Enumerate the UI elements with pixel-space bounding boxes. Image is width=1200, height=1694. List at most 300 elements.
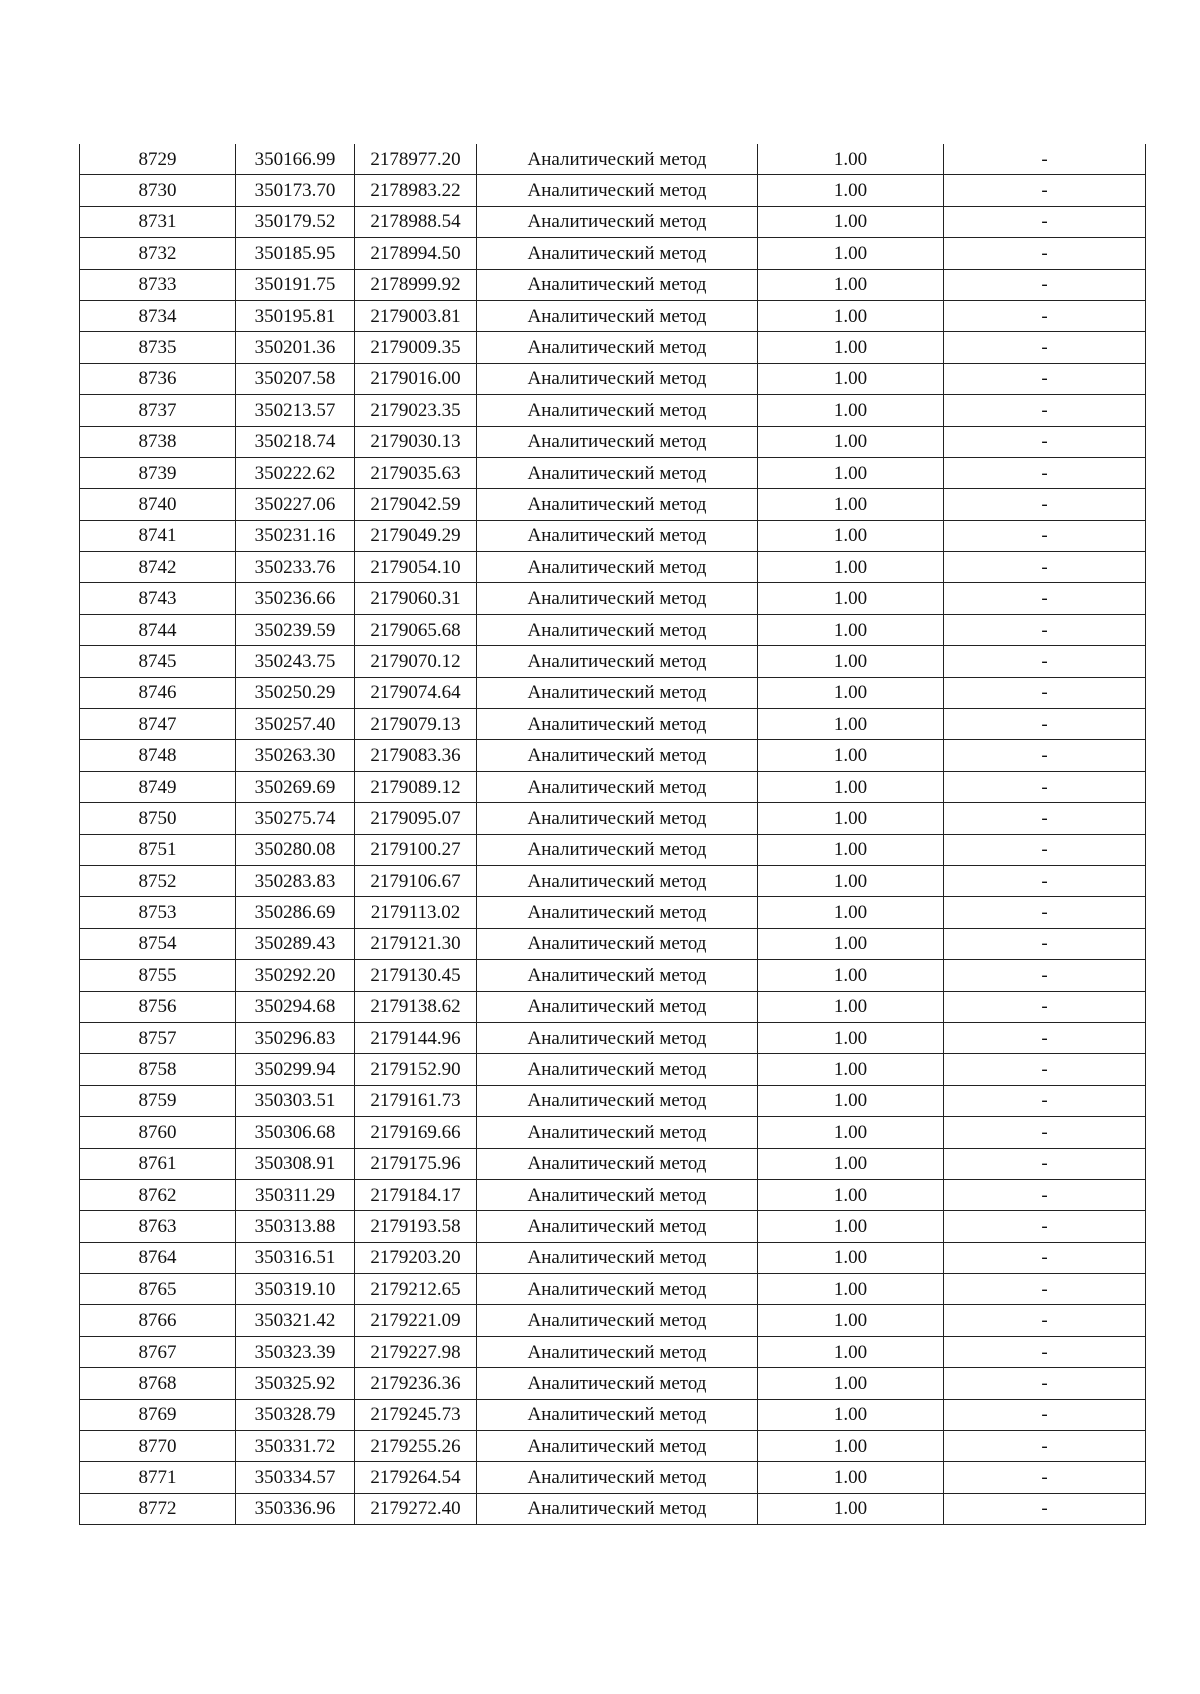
description-cell: - bbox=[944, 1054, 1146, 1085]
table-row bbox=[80, 1368, 1146, 1399]
y-coordinate-cell: 2179169.66 bbox=[355, 1117, 477, 1148]
method-cell: Аналитический метод bbox=[477, 803, 758, 834]
accuracy-cell: 1.00 bbox=[758, 1462, 944, 1493]
accuracy-cell: 1.00 bbox=[758, 395, 944, 426]
point-number-cell: 8749 bbox=[80, 771, 236, 802]
accuracy-cell: 1.00 bbox=[758, 803, 944, 834]
y-coordinate-cell: 2179113.02 bbox=[355, 897, 477, 928]
description-cell: - bbox=[944, 960, 1146, 991]
table-row bbox=[80, 332, 1146, 363]
x-coordinate-cell: 350331.72 bbox=[236, 1431, 355, 1462]
method-cell: Аналитический метод bbox=[477, 489, 758, 520]
table-row bbox=[80, 1431, 1146, 1462]
point-number-cell: 8740 bbox=[80, 489, 236, 520]
accuracy-cell: 1.00 bbox=[758, 144, 944, 175]
accuracy-cell: 1.00 bbox=[758, 1054, 944, 1085]
x-coordinate-cell: 350286.69 bbox=[236, 897, 355, 928]
method-cell: Аналитический метод bbox=[477, 583, 758, 614]
table-row bbox=[80, 1148, 1146, 1179]
method-cell: Аналитический метод bbox=[477, 1117, 758, 1148]
method-cell: Аналитический метод bbox=[477, 614, 758, 645]
table-row bbox=[80, 206, 1146, 237]
accuracy-cell: 1.00 bbox=[758, 1211, 944, 1242]
x-coordinate-cell: 350201.36 bbox=[236, 332, 355, 363]
description-cell: - bbox=[944, 1242, 1146, 1273]
description-cell: - bbox=[944, 928, 1146, 959]
point-number-cell: 8758 bbox=[80, 1054, 236, 1085]
method-cell: Аналитический метод bbox=[477, 457, 758, 488]
table-row bbox=[80, 865, 1146, 896]
y-coordinate-cell: 2179035.63 bbox=[355, 457, 477, 488]
method-cell: Аналитический метод bbox=[477, 395, 758, 426]
method-cell: Аналитический метод bbox=[477, 740, 758, 771]
method-cell: Аналитический метод bbox=[477, 709, 758, 740]
accuracy-cell: 1.00 bbox=[758, 1336, 944, 1367]
table-row bbox=[80, 646, 1146, 677]
point-number-cell: 8733 bbox=[80, 269, 236, 300]
table-row bbox=[80, 426, 1146, 457]
accuracy-cell: 1.00 bbox=[758, 583, 944, 614]
accuracy-cell: 1.00 bbox=[758, 646, 944, 677]
method-cell: Аналитический метод bbox=[477, 928, 758, 959]
y-coordinate-cell: 2179272.40 bbox=[355, 1493, 477, 1524]
table-row bbox=[80, 1022, 1146, 1053]
description-cell: - bbox=[944, 1148, 1146, 1179]
point-number-cell: 8748 bbox=[80, 740, 236, 771]
x-coordinate-cell: 350292.20 bbox=[236, 960, 355, 991]
description-cell: - bbox=[944, 1211, 1146, 1242]
x-coordinate-cell: 350296.83 bbox=[236, 1022, 355, 1053]
accuracy-cell: 1.00 bbox=[758, 1022, 944, 1053]
method-cell: Аналитический метод bbox=[477, 1179, 758, 1210]
point-number-cell: 8737 bbox=[80, 395, 236, 426]
method-cell: Аналитический метод bbox=[477, 1242, 758, 1273]
y-coordinate-cell: 2179049.29 bbox=[355, 520, 477, 551]
x-coordinate-cell: 350227.06 bbox=[236, 489, 355, 520]
point-number-cell: 8745 bbox=[80, 646, 236, 677]
x-coordinate-cell: 350306.68 bbox=[236, 1117, 355, 1148]
x-coordinate-cell: 350195.81 bbox=[236, 300, 355, 331]
point-number-cell: 8771 bbox=[80, 1462, 236, 1493]
table-row bbox=[80, 300, 1146, 331]
description-cell: - bbox=[944, 1399, 1146, 1430]
x-coordinate-cell: 350303.51 bbox=[236, 1085, 355, 1116]
description-cell: - bbox=[944, 897, 1146, 928]
description-cell: - bbox=[944, 1431, 1146, 1462]
method-cell: Аналитический метод bbox=[477, 865, 758, 896]
point-number-cell: 8746 bbox=[80, 677, 236, 708]
method-cell: Аналитический метод bbox=[477, 1431, 758, 1462]
method-cell: Аналитический метод bbox=[477, 1368, 758, 1399]
table-row bbox=[80, 771, 1146, 802]
method-cell: Аналитический метод bbox=[477, 1462, 758, 1493]
description-cell: - bbox=[944, 1022, 1146, 1053]
y-coordinate-cell: 2179106.67 bbox=[355, 865, 477, 896]
point-number-cell: 8734 bbox=[80, 300, 236, 331]
accuracy-cell: 1.00 bbox=[758, 269, 944, 300]
accuracy-cell: 1.00 bbox=[758, 1399, 944, 1430]
x-coordinate-cell: 350166.99 bbox=[236, 144, 355, 175]
x-coordinate-cell: 350263.30 bbox=[236, 740, 355, 771]
table-row bbox=[80, 677, 1146, 708]
description-cell: - bbox=[944, 1305, 1146, 1336]
y-coordinate-cell: 2179236.36 bbox=[355, 1368, 477, 1399]
accuracy-cell: 1.00 bbox=[758, 1117, 944, 1148]
x-coordinate-cell: 350233.76 bbox=[236, 552, 355, 583]
description-cell: - bbox=[944, 991, 1146, 1022]
table-row bbox=[80, 175, 1146, 206]
coordinates-table-body bbox=[80, 144, 1146, 1525]
x-coordinate-cell: 350213.57 bbox=[236, 395, 355, 426]
accuracy-cell: 1.00 bbox=[758, 206, 944, 237]
y-coordinate-cell: 2179083.36 bbox=[355, 740, 477, 771]
method-cell: Аналитический метод bbox=[477, 991, 758, 1022]
y-coordinate-cell: 2179121.30 bbox=[355, 928, 477, 959]
x-coordinate-cell: 350321.42 bbox=[236, 1305, 355, 1336]
description-cell: - bbox=[944, 144, 1146, 175]
table-row bbox=[80, 238, 1146, 269]
x-coordinate-cell: 350218.74 bbox=[236, 426, 355, 457]
table-row bbox=[80, 144, 1146, 175]
method-cell: Аналитический метод bbox=[477, 552, 758, 583]
point-number-cell: 8741 bbox=[80, 520, 236, 551]
point-number-cell: 8760 bbox=[80, 1117, 236, 1148]
y-coordinate-cell: 2179184.17 bbox=[355, 1179, 477, 1210]
method-cell: Аналитический метод bbox=[477, 646, 758, 677]
accuracy-cell: 1.00 bbox=[758, 1242, 944, 1273]
point-number-cell: 8768 bbox=[80, 1368, 236, 1399]
y-coordinate-cell: 2179030.13 bbox=[355, 426, 477, 457]
y-coordinate-cell: 2179245.73 bbox=[355, 1399, 477, 1430]
description-cell: - bbox=[944, 583, 1146, 614]
table-row bbox=[80, 740, 1146, 771]
y-coordinate-cell: 2179212.65 bbox=[355, 1274, 477, 1305]
description-cell: - bbox=[944, 865, 1146, 896]
description-cell: - bbox=[944, 1179, 1146, 1210]
method-cell: Аналитический метод bbox=[477, 1336, 758, 1367]
accuracy-cell: 1.00 bbox=[758, 928, 944, 959]
description-cell: - bbox=[944, 614, 1146, 645]
point-number-cell: 8747 bbox=[80, 709, 236, 740]
y-coordinate-cell: 2178977.20 bbox=[355, 144, 477, 175]
table-row bbox=[80, 363, 1146, 394]
description-cell: - bbox=[944, 646, 1146, 677]
accuracy-cell: 1.00 bbox=[758, 238, 944, 269]
table-row bbox=[80, 834, 1146, 865]
table-row bbox=[80, 1179, 1146, 1210]
description-cell: - bbox=[944, 803, 1146, 834]
x-coordinate-cell: 350257.40 bbox=[236, 709, 355, 740]
x-coordinate-cell: 350313.88 bbox=[236, 1211, 355, 1242]
table-row bbox=[80, 269, 1146, 300]
point-number-cell: 8769 bbox=[80, 1399, 236, 1430]
table-row bbox=[80, 457, 1146, 488]
table-row bbox=[80, 552, 1146, 583]
y-coordinate-cell: 2179227.98 bbox=[355, 1336, 477, 1367]
accuracy-cell: 1.00 bbox=[758, 1493, 944, 1524]
x-coordinate-cell: 350191.75 bbox=[236, 269, 355, 300]
accuracy-cell: 1.00 bbox=[758, 709, 944, 740]
y-coordinate-cell: 2178994.50 bbox=[355, 238, 477, 269]
method-cell: Аналитический метод bbox=[477, 1305, 758, 1336]
point-number-cell: 8763 bbox=[80, 1211, 236, 1242]
y-coordinate-cell: 2179100.27 bbox=[355, 834, 477, 865]
x-coordinate-cell: 350294.68 bbox=[236, 991, 355, 1022]
table-row bbox=[80, 583, 1146, 614]
x-coordinate-cell: 350275.74 bbox=[236, 803, 355, 834]
table-row bbox=[80, 1399, 1146, 1430]
x-coordinate-cell: 350334.57 bbox=[236, 1462, 355, 1493]
accuracy-cell: 1.00 bbox=[758, 457, 944, 488]
description-cell: - bbox=[944, 269, 1146, 300]
y-coordinate-cell: 2179023.35 bbox=[355, 395, 477, 426]
method-cell: Аналитический метод bbox=[477, 1399, 758, 1430]
point-number-cell: 8772 bbox=[80, 1493, 236, 1524]
x-coordinate-cell: 350280.08 bbox=[236, 834, 355, 865]
description-cell: - bbox=[944, 1085, 1146, 1116]
table-row bbox=[80, 1493, 1146, 1524]
table-row bbox=[80, 1117, 1146, 1148]
x-coordinate-cell: 350323.39 bbox=[236, 1336, 355, 1367]
point-number-cell: 8766 bbox=[80, 1305, 236, 1336]
point-number-cell: 8729 bbox=[80, 144, 236, 175]
accuracy-cell: 1.00 bbox=[758, 363, 944, 394]
description-cell: - bbox=[944, 395, 1146, 426]
table-row bbox=[80, 897, 1146, 928]
y-coordinate-cell: 2179089.12 bbox=[355, 771, 477, 802]
accuracy-cell: 1.00 bbox=[758, 677, 944, 708]
point-number-cell: 8732 bbox=[80, 238, 236, 269]
method-cell: Аналитический метод bbox=[477, 1274, 758, 1305]
x-coordinate-cell: 350243.75 bbox=[236, 646, 355, 677]
accuracy-cell: 1.00 bbox=[758, 897, 944, 928]
description-cell: - bbox=[944, 834, 1146, 865]
y-coordinate-cell: 2179221.09 bbox=[355, 1305, 477, 1336]
table-row bbox=[80, 709, 1146, 740]
point-number-cell: 8731 bbox=[80, 206, 236, 237]
point-number-cell: 8753 bbox=[80, 897, 236, 928]
table-row bbox=[80, 960, 1146, 991]
x-coordinate-cell: 350236.66 bbox=[236, 583, 355, 614]
method-cell: Аналитический метод bbox=[477, 834, 758, 865]
description-cell: - bbox=[944, 1462, 1146, 1493]
method-cell: Аналитический метод bbox=[477, 1211, 758, 1242]
accuracy-cell: 1.00 bbox=[758, 1431, 944, 1462]
x-coordinate-cell: 350336.96 bbox=[236, 1493, 355, 1524]
x-coordinate-cell: 350316.51 bbox=[236, 1242, 355, 1273]
accuracy-cell: 1.00 bbox=[758, 1305, 944, 1336]
description-cell: - bbox=[944, 1336, 1146, 1367]
point-number-cell: 8738 bbox=[80, 426, 236, 457]
method-cell: Аналитический метод bbox=[477, 1493, 758, 1524]
point-number-cell: 8761 bbox=[80, 1148, 236, 1179]
y-coordinate-cell: 2179138.62 bbox=[355, 991, 477, 1022]
x-coordinate-cell: 350299.94 bbox=[236, 1054, 355, 1085]
y-coordinate-cell: 2179079.13 bbox=[355, 709, 477, 740]
point-number-cell: 8750 bbox=[80, 803, 236, 834]
x-coordinate-cell: 350179.52 bbox=[236, 206, 355, 237]
accuracy-cell: 1.00 bbox=[758, 489, 944, 520]
y-coordinate-cell: 2179203.20 bbox=[355, 1242, 477, 1273]
table-row bbox=[80, 1242, 1146, 1273]
point-number-cell: 8762 bbox=[80, 1179, 236, 1210]
point-number-cell: 8757 bbox=[80, 1022, 236, 1053]
point-number-cell: 8752 bbox=[80, 865, 236, 896]
y-coordinate-cell: 2179003.81 bbox=[355, 300, 477, 331]
accuracy-cell: 1.00 bbox=[758, 960, 944, 991]
x-coordinate-cell: 350269.69 bbox=[236, 771, 355, 802]
method-cell: Аналитический метод bbox=[477, 175, 758, 206]
accuracy-cell: 1.00 bbox=[758, 1179, 944, 1210]
table-row bbox=[80, 614, 1146, 645]
description-cell: - bbox=[944, 1274, 1146, 1305]
accuracy-cell: 1.00 bbox=[758, 991, 944, 1022]
y-coordinate-cell: 2179193.58 bbox=[355, 1211, 477, 1242]
method-cell: Аналитический метод bbox=[477, 144, 758, 175]
table-row bbox=[80, 1336, 1146, 1367]
y-coordinate-cell: 2178983.22 bbox=[355, 175, 477, 206]
point-number-cell: 8751 bbox=[80, 834, 236, 865]
y-coordinate-cell: 2179175.96 bbox=[355, 1148, 477, 1179]
y-coordinate-cell: 2179255.26 bbox=[355, 1431, 477, 1462]
method-cell: Аналитический метод bbox=[477, 206, 758, 237]
accuracy-cell: 1.00 bbox=[758, 614, 944, 645]
method-cell: Аналитический метод bbox=[477, 520, 758, 551]
point-number-cell: 8742 bbox=[80, 552, 236, 583]
point-number-cell: 8759 bbox=[80, 1085, 236, 1116]
coordinates-table bbox=[79, 144, 1146, 1525]
accuracy-cell: 1.00 bbox=[758, 426, 944, 457]
point-number-cell: 8754 bbox=[80, 928, 236, 959]
description-cell: - bbox=[944, 771, 1146, 802]
x-coordinate-cell: 350185.95 bbox=[236, 238, 355, 269]
table-row bbox=[80, 520, 1146, 551]
method-cell: Аналитический метод bbox=[477, 897, 758, 928]
table-row bbox=[80, 1211, 1146, 1242]
description-cell: - bbox=[944, 740, 1146, 771]
table-row bbox=[80, 1274, 1146, 1305]
method-cell: Аналитический метод bbox=[477, 363, 758, 394]
x-coordinate-cell: 350250.29 bbox=[236, 677, 355, 708]
y-coordinate-cell: 2178988.54 bbox=[355, 206, 477, 237]
y-coordinate-cell: 2179152.90 bbox=[355, 1054, 477, 1085]
y-coordinate-cell: 2179060.31 bbox=[355, 583, 477, 614]
method-cell: Аналитический метод bbox=[477, 269, 758, 300]
method-cell: Аналитический метод bbox=[477, 1054, 758, 1085]
point-number-cell: 8743 bbox=[80, 583, 236, 614]
description-cell: - bbox=[944, 1117, 1146, 1148]
x-coordinate-cell: 350325.92 bbox=[236, 1368, 355, 1399]
x-coordinate-cell: 350231.16 bbox=[236, 520, 355, 551]
accuracy-cell: 1.00 bbox=[758, 865, 944, 896]
method-cell: Аналитический метод bbox=[477, 300, 758, 331]
point-number-cell: 8735 bbox=[80, 332, 236, 363]
table-row bbox=[80, 1085, 1146, 1116]
x-coordinate-cell: 350311.29 bbox=[236, 1179, 355, 1210]
description-cell: - bbox=[944, 206, 1146, 237]
accuracy-cell: 1.00 bbox=[758, 1274, 944, 1305]
description-cell: - bbox=[944, 1368, 1146, 1399]
description-cell: - bbox=[944, 552, 1146, 583]
description-cell: - bbox=[944, 457, 1146, 488]
accuracy-cell: 1.00 bbox=[758, 1148, 944, 1179]
accuracy-cell: 1.00 bbox=[758, 332, 944, 363]
y-coordinate-cell: 2178999.92 bbox=[355, 269, 477, 300]
point-number-cell: 8770 bbox=[80, 1431, 236, 1462]
point-number-cell: 8756 bbox=[80, 991, 236, 1022]
y-coordinate-cell: 2179264.54 bbox=[355, 1462, 477, 1493]
description-cell: - bbox=[944, 426, 1146, 457]
description-cell: - bbox=[944, 175, 1146, 206]
description-cell: - bbox=[944, 238, 1146, 269]
method-cell: Аналитический метод bbox=[477, 238, 758, 269]
point-number-cell: 8765 bbox=[80, 1274, 236, 1305]
y-coordinate-cell: 2179009.35 bbox=[355, 332, 477, 363]
accuracy-cell: 1.00 bbox=[758, 1368, 944, 1399]
description-cell: - bbox=[944, 1493, 1146, 1524]
y-coordinate-cell: 2179065.68 bbox=[355, 614, 477, 645]
method-cell: Аналитический метод bbox=[477, 960, 758, 991]
accuracy-cell: 1.00 bbox=[758, 834, 944, 865]
x-coordinate-cell: 350173.70 bbox=[236, 175, 355, 206]
description-cell: - bbox=[944, 709, 1146, 740]
y-coordinate-cell: 2179130.45 bbox=[355, 960, 477, 991]
table-row bbox=[80, 991, 1146, 1022]
y-coordinate-cell: 2179042.59 bbox=[355, 489, 477, 520]
x-coordinate-cell: 350283.83 bbox=[236, 865, 355, 896]
description-cell: - bbox=[944, 677, 1146, 708]
y-coordinate-cell: 2179054.10 bbox=[355, 552, 477, 583]
accuracy-cell: 1.00 bbox=[758, 300, 944, 331]
point-number-cell: 8739 bbox=[80, 457, 236, 488]
x-coordinate-cell: 350319.10 bbox=[236, 1274, 355, 1305]
y-coordinate-cell: 2179074.64 bbox=[355, 677, 477, 708]
table-row bbox=[80, 489, 1146, 520]
x-coordinate-cell: 350207.58 bbox=[236, 363, 355, 394]
x-coordinate-cell: 350328.79 bbox=[236, 1399, 355, 1430]
point-number-cell: 8755 bbox=[80, 960, 236, 991]
y-coordinate-cell: 2179070.12 bbox=[355, 646, 477, 677]
method-cell: Аналитический метод bbox=[477, 1022, 758, 1053]
method-cell: Аналитический метод bbox=[477, 332, 758, 363]
description-cell: - bbox=[944, 300, 1146, 331]
x-coordinate-cell: 350222.62 bbox=[236, 457, 355, 488]
description-cell: - bbox=[944, 489, 1146, 520]
method-cell: Аналитический метод bbox=[477, 677, 758, 708]
table-row bbox=[80, 1305, 1146, 1336]
table-row bbox=[80, 928, 1146, 959]
accuracy-cell: 1.00 bbox=[758, 520, 944, 551]
description-cell: - bbox=[944, 520, 1146, 551]
y-coordinate-cell: 2179016.00 bbox=[355, 363, 477, 394]
y-coordinate-cell: 2179095.07 bbox=[355, 803, 477, 834]
accuracy-cell: 1.00 bbox=[758, 175, 944, 206]
x-coordinate-cell: 350308.91 bbox=[236, 1148, 355, 1179]
point-number-cell: 8730 bbox=[80, 175, 236, 206]
point-number-cell: 8764 bbox=[80, 1242, 236, 1273]
point-number-cell: 8767 bbox=[80, 1336, 236, 1367]
accuracy-cell: 1.00 bbox=[758, 552, 944, 583]
point-number-cell: 8744 bbox=[80, 614, 236, 645]
method-cell: Аналитический метод bbox=[477, 1148, 758, 1179]
x-coordinate-cell: 350289.43 bbox=[236, 928, 355, 959]
table-row bbox=[80, 803, 1146, 834]
table-row bbox=[80, 395, 1146, 426]
y-coordinate-cell: 2179161.73 bbox=[355, 1085, 477, 1116]
method-cell: Аналитический метод bbox=[477, 426, 758, 457]
accuracy-cell: 1.00 bbox=[758, 1085, 944, 1116]
accuracy-cell: 1.00 bbox=[758, 771, 944, 802]
